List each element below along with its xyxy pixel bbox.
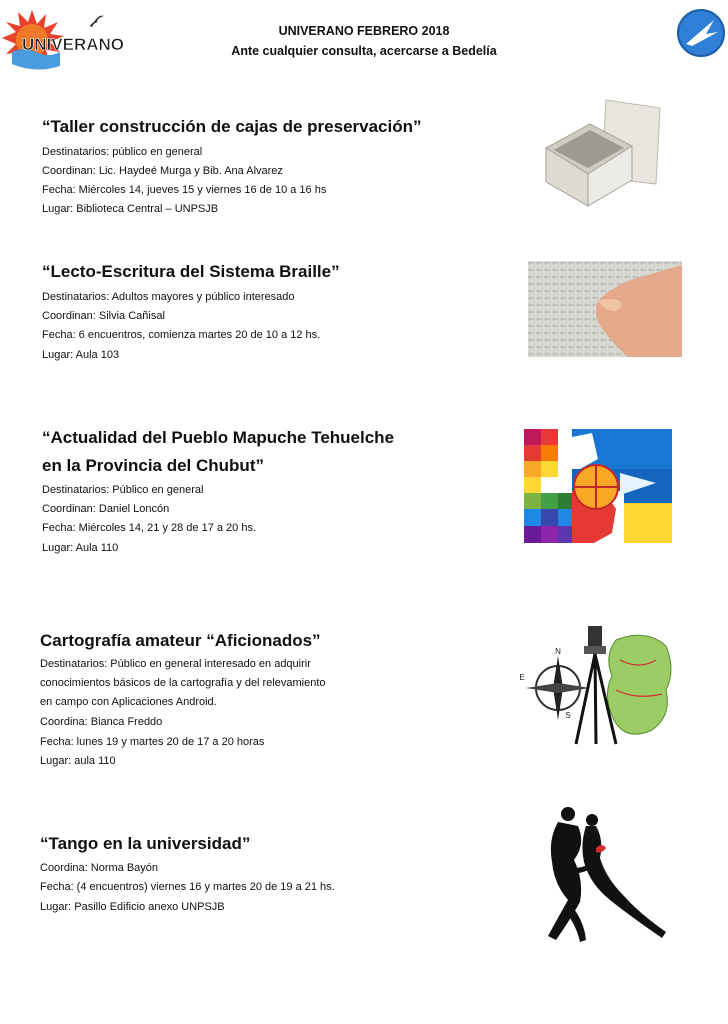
workshop-title: “Tango en la universidad”	[40, 834, 251, 853]
svg-text:N: N	[555, 647, 561, 656]
detail-line: Lugar: Aula 103	[42, 349, 120, 361]
svg-text:S: S	[565, 711, 571, 720]
compass-icon	[519, 647, 590, 720]
detail-line: Fecha: Miércoles 14, jueves 15 y viernes 16 de 10 a 16 hs	[42, 184, 327, 196]
workshop-title: en la Provincia del Chubut”	[42, 456, 264, 475]
cartography-image	[516, 620, 680, 748]
detail-line: Coordinan: Silvia Cañisal	[42, 310, 165, 322]
workshop-title: “Taller construcción de cajas de preservación”	[42, 117, 422, 136]
workshop-title: “Actualidad del Pueblo Mapuche Tehuelche	[42, 428, 395, 447]
map-icon	[607, 635, 671, 734]
detail-line: Fecha: lunes 19 y martes 20 de 17 a 20 horas	[40, 736, 265, 748]
preservation-box-image	[540, 98, 664, 210]
header-title: UNIVERANO FEBRERO 2018	[278, 24, 450, 38]
institution-seal	[676, 6, 726, 64]
tango-silhouette-image	[540, 804, 670, 944]
detail-line: Coordina: Norma Bayón	[40, 862, 159, 874]
workshop-title: “Lecto-Escritura del Sistema Braille”	[42, 262, 340, 281]
detail-line: Lugar: Pasillo Edificio anexo UNPSJB	[40, 901, 225, 913]
braille-image	[528, 261, 682, 357]
detail-line: Lugar: aula 110	[40, 755, 116, 767]
detail-line: Fecha: (4 encuentros) viernes 16 y martes 20 de 19 a 21 hs.	[40, 881, 335, 893]
detail-line: Coordinan: Daniel Loncón	[42, 503, 170, 515]
detail-line: Coordina: Bianca Freddo	[40, 716, 163, 728]
detail-line: Fecha: Miércoles 14, 21 y 28 de 17 a 20 hs.	[42, 522, 257, 534]
detail-line: Fecha: 6 encuentros, comienza martes 20 de 10 a 12 hs.	[42, 329, 321, 341]
detail-line: conocimientos básicos de la cartografía y del relevamiento	[40, 677, 326, 689]
detail-line: Coordinan: Lic. Haydeé Murga y Bib. Ana Alvarez	[42, 165, 283, 177]
detail-line: Destinatarios: Público en general	[42, 484, 204, 496]
detail-line: Destinatarios: Público en general interesado en adquirir	[40, 658, 311, 670]
logo-text: UNIVERANO	[22, 35, 125, 54]
header-subtitle: Ante cualquier consulta, acercarse a Bedelía	[231, 44, 497, 58]
mapuche-flag-image	[524, 429, 672, 543]
detail-line: Destinatarios: Adultos mayores y público interesado	[42, 291, 295, 303]
detail-line: Lugar: Aula 110	[42, 542, 119, 554]
svg-text:E: E	[519, 673, 525, 682]
detail-line: en campo con Aplicaciones Android.	[40, 696, 217, 708]
detail-line: Destinatarios: público en general	[42, 146, 203, 158]
detail-line: Lugar: Biblioteca Central – UNPSJB	[42, 203, 219, 215]
workshop-title: Cartografía amateur “Aficionados”	[40, 631, 321, 650]
univerano-logo	[2, 8, 128, 78]
